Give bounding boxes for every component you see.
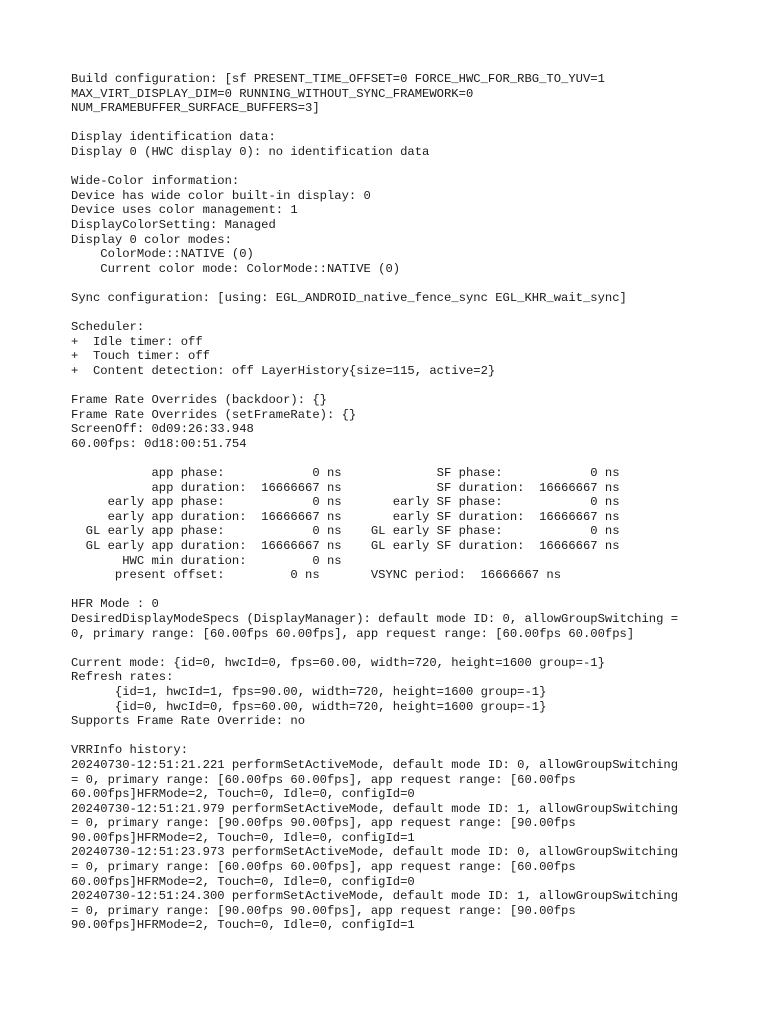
text-line: 20240730-12:51:24.300 performSetActiveMode, default mode ID: 1, allowGroupSwitching [71, 889, 679, 904]
text-line [71, 583, 711, 598]
text-line: Frame Rate Overrides (backdoor): {} [71, 393, 327, 408]
text-line: HWC min duration: 0 ns [71, 553, 342, 568]
text-line: early app phase: 0 ns early SF phase: 0 ns [71, 495, 620, 510]
text-line: {id=0, hwcId=0, fps=60.00, width=720, height=1600 group=-1} [71, 699, 547, 714]
text-line: Display 0 (HWC display 0): no identification data [71, 144, 430, 159]
text-line: = 0, primary range: [60.00fps 60.00fps], app request range: [60.00fps [71, 860, 576, 875]
text-line: present offset: 0 ns VSYNC period: 16666667 ns [71, 568, 562, 583]
text-line: GL early app duration: 16666667 ns GL early SF duration: 16666667 ns [71, 539, 620, 553]
text-line: app duration: 16666667 ns SF duration: 16666667 ns [71, 480, 620, 495]
text-line: NUM_FRAMEBUFFER_SURFACE_BUFFERS=3] [71, 101, 320, 116]
text-line: ScreenOff: 0d09:26:33.948 [71, 422, 254, 437]
text-line: Scheduler: [71, 320, 145, 335]
text-line: Frame Rate Overrides (setFrameRate): {} [71, 407, 357, 422]
text-line: Supports Frame Rate Override: no [71, 714, 306, 729]
text-line [71, 378, 711, 393]
text-line: ColorMode::NATIVE (0) [71, 247, 254, 262]
text-line: 20240730-12:51:23.973 performSetActiveMode, default mode ID: 0, allowGroupSwitching [71, 845, 679, 860]
text-line: early app duration: 16666667 ns early SF duration: 16666667 ns [71, 509, 620, 524]
text-line: Sync configuration: [using: EGL_ANDROID_native_fence_sync EGL_KHR_wait_sync] [71, 290, 627, 305]
text-line: {id=1, hwcId=1, fps=90.00, width=720, height=1600 group=-1} [71, 684, 547, 699]
text-line: DisplayColorSetting: Managed [71, 217, 276, 232]
text-line: MAX_VIRT_DISPLAY_DIM=0 RUNNING_WITHOUT_SYNC_FRAMEWORK=0 [71, 86, 474, 101]
text-line: = 0, primary range: [90.00fps 90.00fps], app request range: [90.00fps [71, 816, 576, 831]
text-line: = 0, primary range: [60.00fps 60.00fps], app request range: [60.00fps [71, 772, 576, 787]
text-line: 0, primary range: [60.00fps 60.00fps], app request range: [60.00fps 60.00fps] [71, 626, 635, 641]
text-line: GL early app phase: 0 ns GL early SF phase: 0 ns [71, 524, 620, 539]
text-line: Wide-Color information: [71, 174, 240, 189]
text-line [71, 276, 711, 291]
text-line: + Idle timer: off [71, 334, 203, 349]
text-line: DesiredDisplayModeSpecs (DisplayManager): default mode ID: 0, allowGroupSwitching = [71, 611, 679, 626]
text-line: Device has wide color built-in display: 0 [71, 188, 371, 203]
text-line [71, 160, 711, 175]
text-line [71, 641, 711, 656]
text-line: 60.00fps]HFRMode=2, Touch=0, Idle=0, configId=0 [71, 787, 415, 802]
text-line: Current color mode: ColorMode::NATIVE (0) [71, 261, 401, 276]
text-line: 20240730-12:51:21.979 performSetActiveMode, default mode ID: 1, allowGroupSwitching [71, 801, 679, 816]
text-line: VRRInfo history: [71, 743, 189, 758]
text-line [71, 451, 711, 466]
text-line: 60.00fps]HFRMode=2, Touch=0, Idle=0, configId=0 [71, 874, 415, 889]
text-line: + Content detection: off LayerHistory{size=115, active=2} [71, 363, 496, 378]
text-line [71, 729, 711, 744]
text-line [71, 306, 711, 321]
text-line: 90.00fps]HFRMode=2, Touch=0, Idle=0, configId=1 [71, 918, 415, 933]
text-line: app phase: 0 ns SF phase: 0 ns [71, 466, 620, 481]
dumpsys-text-document [71, 72, 711, 933]
text-line: Build configuration: [sf PRESENT_TIME_OFFSET=0 FORCE_HWC_FOR_RBG_TO_YUV=1 [71, 72, 605, 86]
text-line: Display identification data: [71, 130, 276, 145]
text-line: 60.00fps: 0d18:00:51.754 [71, 436, 247, 451]
text-line: Refresh rates: [71, 670, 174, 685]
text-line: 20240730-12:51:21.221 performSetActiveMode, default mode ID: 0, allowGroupSwitching [71, 757, 679, 772]
text-line: + Touch timer: off [71, 349, 210, 364]
text-line: Display 0 color modes: [71, 232, 232, 247]
text-line: Current mode: {id=0, hwcId=0, fps=60.00, width=720, height=1600 group=-1} [71, 655, 605, 670]
text-line: = 0, primary range: [90.00fps 90.00fps], app request range: [90.00fps [71, 903, 576, 918]
text-line: 90.00fps]HFRMode=2, Touch=0, Idle=0, configId=1 [71, 830, 415, 845]
text-line [71, 116, 711, 131]
text-line: Device uses color management: 1 [71, 203, 298, 218]
text-line: HFR Mode : 0 [71, 597, 159, 612]
